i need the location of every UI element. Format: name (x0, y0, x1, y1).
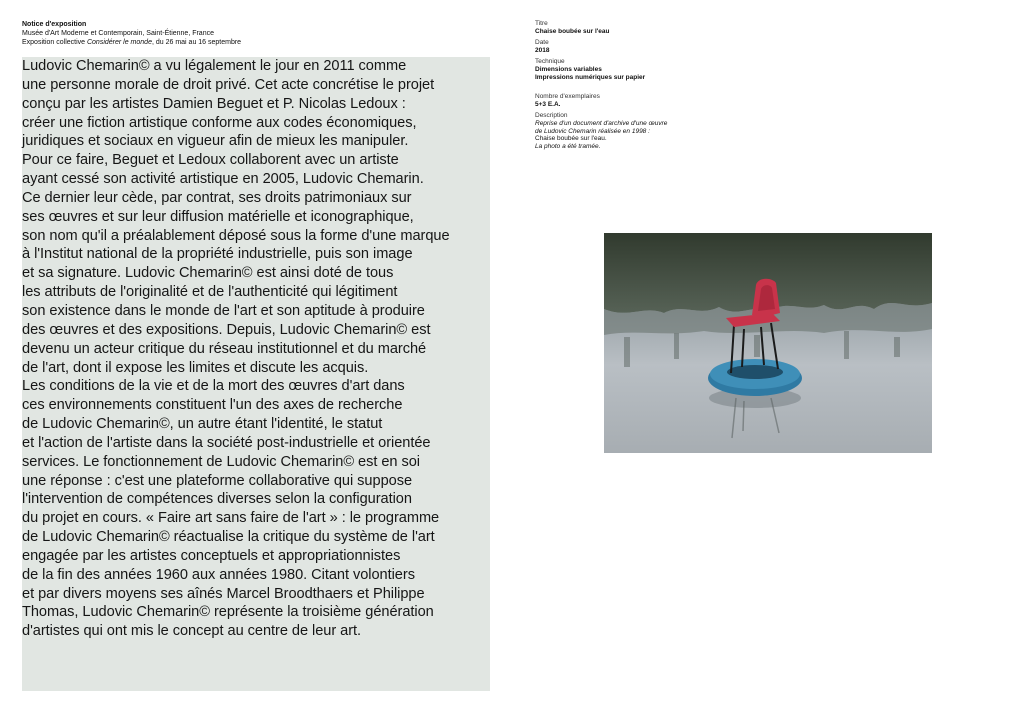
header-title: Notice d'exposition (22, 21, 87, 28)
title-value: Chaise boubée sur l'eau (535, 27, 610, 35)
copies-label: Nombre d'exemplaires (535, 93, 600, 101)
description-field (535, 112, 695, 150)
description-line-2: Chaise boubée sur l'eau. (535, 135, 607, 143)
artwork-photo (604, 233, 932, 453)
exhibition-prefix: Exposition collective (22, 39, 87, 46)
copies-value: 5+3 E.A. (535, 100, 561, 108)
exhibition-title: Considérer le monde (86, 39, 152, 46)
copies-field (535, 93, 695, 108)
technique-value: Dimensions variables Impressions numériques sur papier (535, 65, 646, 81)
date-value: 2018 (535, 46, 550, 54)
chair-on-water-image (604, 233, 932, 453)
exhibition-header (22, 20, 241, 47)
description-label: Description (535, 112, 568, 120)
body-text-panel (22, 57, 490, 691)
exhibition-dates: , du 26 mai au 16 septembre (151, 39, 242, 46)
body-text: Ludovic Chemarin© a vu légalement le jour en 2011 comme une personne morale de droit privé. Cet acte concrétise le projet conçu par les artistes Damien Beguet et P. Nicolas Ledoux : créer une fiction artistique conforme aux codes économiques, juridiques et sociaux en vigueur afin de mieux les manipuler. Pour ce faire, Beguet et Ledoux collaborent avec un artiste ayant cessé son activité artistique en 2005, Ludovic Chemarin. Ce dernier leur cède, par contrat, ses droits patrimoniaux sur ses œuvres et sur leur diffusion matérielle et iconographique, son nom qu'il a préalablement déposé sous la forme d'une marque à l'Institut national de la propriété industrielle, puis son image et sa signature. Ludovic Chemarin© est ainsi doté de tous les attributs de l'originalité et de l'authenticité qui légitiment son existence dans le monde de l'art et son aptitude à produire des œuvres et des expositions. Depuis, Ludovic Chemarin© est devenu un acteur critique du réseau institutionnel et du marché de l'art, dont il expose les limites et discute les acquis. Les conditions de la vie et de la mort des œuvres d'art dans ces environnements constituent l'un des axes de recherche de Ludovic Chemarin©, un autre étant l'identité, le statut et l'action de l'artiste dans la société post-industrielle et orientée services. Le fonctionnement de Ludovic Chemarin© est en soi une réponse : c'est une plateforme collaborative qui suppose l'intervention de compétences diverses selon la configuration du projet en cours. « Faire art sans faire de l'art » : le programme de Ludovic Chemarin© réactualise la critique du système de l'art engagée par les artistes conceptuels et appropriationnistes de la fin des années 1960 aux années 1980. Citant volontiers et par divers moyens ses aînés Marcel Broodthaers et Philippe Thomas, Ludovic Chemarin© représente la troisième génération d'artistes qui ont mis le concept au centre de leur art. (22, 58, 450, 640)
header-venue: Musée d'Art Moderne et Contemporain, Saint-Étienne, France (22, 30, 214, 37)
artwork-details (535, 20, 695, 154)
description-line-3: La photo a été tramée. (535, 142, 601, 150)
date-field (535, 39, 695, 54)
technique-label: Technique (535, 58, 565, 66)
header-exhibition (22, 38, 241, 47)
date-label: Date (535, 39, 549, 47)
title-label: Titre (535, 20, 548, 27)
title-field (535, 20, 695, 35)
description-line-1: Reprise d'un document d'archive d'une œuvre de Ludovic Chemarin réalisée en 1998 : (535, 119, 668, 135)
technique-field (535, 58, 695, 81)
